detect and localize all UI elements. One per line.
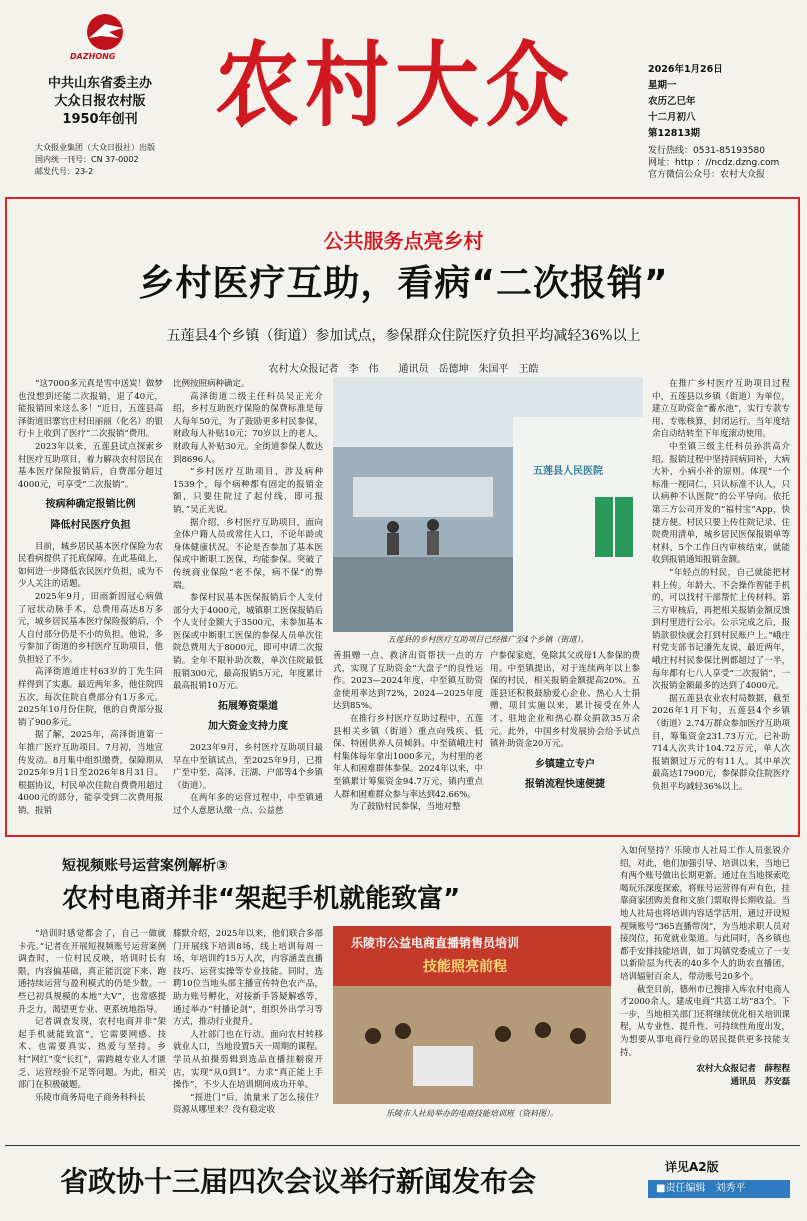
training-photo: [333, 926, 611, 1104]
contact-line: 官方微信公众号：农村大众报: [648, 170, 766, 180]
section-subheading: 乡镇建立专户: [535, 758, 595, 770]
article-byline: 通讯员 苏安磊: [730, 1076, 790, 1087]
see-page-link[interactable]: 详见A2版: [665, 1160, 719, 1174]
hospital-sign: 五莲县人民医院: [533, 466, 603, 477]
contact-info: [648, 145, 779, 181]
article-headline: 乡村医疗互助，看病“二次报销”: [138, 263, 669, 304]
publisher-line: 大众报业集团（大众日报社）出版: [35, 143, 155, 152]
article-kicker: 公共服务点亮乡村: [323, 229, 484, 253]
article-column: [18, 928, 166, 1104]
article-subhead: 五莲县4个乡镇（街道）参加试点，参保群众住院医疗负担平均减轻36%以上: [166, 328, 641, 344]
publisher-line: 邮发代号：23-2: [35, 167, 94, 176]
logo-text: DAZHONG: [70, 52, 116, 61]
paragraph: 2023年以来，五莲县试点探索乡村医疗互助项目，着力解决农村居民在基本医疗保险报销后，自费部分超过4000元，可享受“二次报销”。: [18, 441, 163, 490]
date-line: 2026年1月26日: [648, 64, 723, 75]
paragraph: 高泽街道二级主任科员吴正光介绍，乡村互助医疗保险的保费标准是每人每年50元，为了鼓励更多村民参保，财政每人补贴10元；70岁以上的老人，财政每人补贴30元。全街道参保人数达到8696人。: [173, 391, 323, 465]
bottom-headline: 省政协十三届四次会议举行新闻发布会: [60, 1165, 537, 1198]
paragraph: 高泽街道道庄村63岁的丁先生同样得到了实惠。最近两年多，他住院四五次，每次住院自费部分有1万多元。2025年10月份住院，他的自费部分报销了900多元。: [18, 667, 163, 728]
training-photo-scene: [333, 926, 611, 1104]
article-column: [333, 650, 483, 814]
paragraph: 截至目前，德州市已搜排入库农村电商人才2000余人，建成电商“共富工坊”83个。下一步，当地相关部门还将继续优化相关培训课程，从专业性、提升性、可持续性角度出发，为想要从事电商行业的居民提供更多技能支持。: [620, 984, 791, 1058]
contact-line: 发行热线：0531-85193580: [648, 146, 765, 156]
publisher-info: [35, 142, 155, 178]
article-byline: 农村大众报记者 李 伟 通讯员 岳德坤 朱国平 王皓: [268, 364, 539, 375]
photo-banner: 乐陵市公益电商直播销售员培训: [351, 936, 520, 950]
date-line: 星期一: [648, 80, 677, 91]
paragraph: 据介绍，乡村医疗互助项目，面向全体户籍人员或常住人口，不论年龄或身体健康状况。不论是否参加了基本医保或中断职工医保，均能参保。突破了传统商业保险“老不保，病不保”的弊端。: [173, 517, 323, 591]
article-column: [652, 378, 790, 794]
date-line: 农历乙巳年: [648, 96, 696, 107]
article-column: [620, 845, 790, 1088]
article-column: [173, 378, 323, 818]
section-subheading: 降低村民医疗负担: [50, 519, 131, 531]
photo-banner-slogan: 技能照亮前程: [423, 959, 507, 975]
article-kicker: 短视频账号运营案例解析③: [62, 858, 228, 874]
newspaper-logo: [75, 12, 135, 52]
photo-caption: 乐陵市人社局举办的电商技能培训班（资料图）。: [386, 1109, 558, 1118]
divider: [5, 1145, 800, 1146]
paragraph: 在推广乡村医疗互助项目过程中，五莲县以乡镇（街道）为单位，建立互助资金“蓄水池”，实行专款专用、专账核算，封闭运行。当年度结余自动结转至下年度滚动使用。: [652, 379, 790, 440]
paragraph: 记者调查发现，农村电商并非“架起手机就能致富”，它需要网感、技术、也需要真实、热爱与坚持。乡村“网红”变“长红”，需跨越专业人才匮乏、运营经验不足等问题。为此，相关部门在积极破题。: [18, 1017, 166, 1091]
section-subheading: 拓展筹资渠道: [218, 700, 278, 712]
paragraph: 2025年9月，田雨新因冠心病做了冠状动脉手术，总费用高达8万多元，城乡居民基本医疗保险报销后，个人自付部分仍是不小的负担。他说，多亏参加了街道的乡村医疗互助项目，他负担轻了不少。: [18, 591, 163, 665]
edition: 大众日报农村版: [54, 94, 146, 109]
paragraph: 据五莲县农业农村局数据，截至2026年1月下旬，五莲县4个乡镇（街道）2.74万群众参加医疗互助项目，筹集资金231.73万元，已补助714人次共计104.72万元，单人次报销额过万元的有11人。其中单次最高达17900元，参保群众住院医疗负担平均减轻36%以上。: [652, 693, 790, 792]
paragraph: “乡村医疗互助项目，涉及病种1539个，每个病种都有固定的报销金额，只要住院过了起付线，即可报销，”吴正光说。: [173, 467, 323, 515]
paragraph: 为了鼓励村民参保，当地对整: [350, 802, 461, 813]
date-line: 第12813期: [648, 128, 701, 139]
paragraph: “培训时感觉都会了，自己一做就卡壳。”记者在开展短视频账号运营案例调查时，一位村民反映，培训时长有限，内容偏基础，真正能沉淀下来、跑通持续运营与盈利模式的仍是少数。一些已初具规模的本地“大V”，也常感提升乏力，渴望更专业、更系统地指导。: [18, 929, 166, 1015]
paragraph: 户参保家庭，免除其父或母1人参保的费用。中至镇提出，对于连续两年以上参保的村民，相关报销金额提高20%。五莲县还积极鼓励爱心企业、热心人士捐赠，项目实施以来，累计接受在外人才、驻地企业和热心群众捐款35万余元。此外，中国乡村发展协会给予试点镇补助资金20万元。: [490, 651, 640, 750]
hospital-photo-scene: [333, 377, 643, 632]
section-subheading: 按病种确定报销比例: [45, 499, 136, 511]
hospital-photo: [333, 377, 643, 632]
paper-title: 农村大众: [215, 30, 576, 140]
paragraph: 2023年9月，乡村医疗互助项目最早在中至镇试点，至2025年9月，已推广至中至、高泽、汪湖、户部等4个乡镇（街道）。: [173, 743, 323, 791]
article-byline: 农村大众报记者 薛程程: [696, 1064, 790, 1075]
bird-logo-icon: [75, 12, 135, 52]
paragraph: 人社部门也在行动。面向农村转移就业人口，当地设置5天一周期的课程。学员从拍摄剪辑到选品直播挂橱窗开店，实现“从0到1”。力求“真正能上手操作”，不少人在培训期间成功开单。: [173, 1029, 323, 1091]
organizer: 中共山东省委主办: [47, 76, 152, 91]
article-headline: 农村电商并非“架起手机就能致富”: [62, 884, 461, 914]
date-line: 十二月初八: [648, 112, 696, 123]
paragraph: 参保村民基本医保报销后个人支付部分大于4000元，城镇职工医保报销后个人支付金额大于3500元，未参加基本医保或中断职工医保的参保人员单次住院总费用大于8000元，即可申请二次报销。全年不限补助次数，单次住院最低报销300元，最高报销5万元，年度累计最高报销10万元。: [173, 593, 323, 692]
section-subheading: 加大资金支持力度: [208, 721, 288, 733]
paragraph: 在两年多的运营过程中，中至镇通过个人意愿认缴一点、公益慈: [173, 793, 323, 816]
contact-line: 网址：http ：//ncdz.dzng.com: [648, 158, 780, 168]
paragraph: “摇进门”后，流量来了怎么接住？资源从哪里来？没有稳定收: [173, 1092, 323, 1116]
paragraph: “这7000多元真是雪中送炭！做梦也没想到还能二次报销，退了40元，能报销回来这么多！”近日，五莲县高泽街道旧寨官庄村田丽丽（化名）的银行卡上收到了医疗“二次报销”费用。: [18, 379, 163, 440]
article-column: [18, 378, 163, 818]
paragraph: “年轻点的村民，自己就能把材料上传。年龄大、不会操作智能手机的，可以找村干部帮忙上传材料。第三方审核后，再把相关报销金额反馈到村里进行公示。公示完成之后，报销款很快就会打到村民账户上。”峨庄村党支部书记潘先友说，最近两年，峨庄村村民参保比例都超过了一半，每年都有七八人享受“二次报销”，一次报销金额最多的达到了4000元。: [652, 567, 790, 692]
section-subheading: 报销流程快速便捷: [525, 779, 605, 791]
paragraph: 比例按照病种确定。: [173, 379, 250, 389]
founded-year: 1950年创刊: [62, 112, 138, 127]
paragraph: 滕默介绍，2025年以来，他们联合多部门开展线下培训8场，线上培训每周一场，年培训约15万人次，内容涵盖直播技巧、运营实操等专业技能。同时，选聘10位当地头部主播宣传特色农产品，助力账号孵化，对接新手答疑解惑等，通过举办“村播论剑”，组织外出学习等方式，推动行业提升。: [173, 929, 323, 1028]
paragraph: 入如何坚持？乐陵市人社局工作人员张锐介绍，对此，他们加强引导、培训以来，当地已有两个账号做出长期更新。通过在当地探索吃喝玩乐深度探索，将账号运营得有声有色，挂靠商家团购美食和文旅门票取得长期收益。当地人社局也将培训内容适学活用，通过开设短视频账号“365直播带岗”，为当地求职人员对接岗位，拓宽就业渠道。与此同时，各乡镇也都手安排技能培训，如丁坞镇党委成立了一支以新阶层为代表的40多个人的助农直播团，培训辐射百余人，带动账号20多个。: [620, 846, 791, 982]
date-box: [648, 62, 723, 142]
photo-caption: 五莲县的乡村医疗互助项目已经推广至4个乡镇（街道）。: [387, 635, 589, 644]
publisher-line: 国内统一刊号：CN 37-0002: [35, 155, 139, 164]
paragraph: 乐陵市商务局电子商务科科长: [35, 1092, 146, 1103]
article-column: [490, 650, 640, 800]
article-column: [173, 928, 323, 1117]
paragraph: 据了解，2025年，高泽街道第一年推广医疗互助项目。7月初，当地宣传发动。8月集中组织缴费，保障期从2025年9月1日至2026年8月31日。根据协议，村民单次住院自费费用超过4000元的部分，能享受到二次费用报销，报销: [18, 730, 163, 816]
paragraph: 善捐赠一点、救济出资帮扶一点的方式，实现了互助资金“大盘子”的良性运作。2023—2024年度，中至镇互助资金使用率达到72%，2024—2025年度达到85%。: [333, 651, 483, 712]
paragraph: 在推行乡村医疗互助过程中，五莲县相关乡镇（街道）重点向残疾、低保、特困供养人员倾斜。中至镇峨庄村村集体每年拿出1000多元，为村里的老年人和困难群体参保。2024年以来，中至镇累计筹集资金94.7万元，镇内重点人群和困难群众参与率达到42.66%。: [333, 713, 483, 800]
paragraph: 中至镇三级主任科员孙洪高介绍，报销过程中坚持同病同补，大病大补，小病小补的原则。体现“一个标准一视同仁，只认标准不认人，只认病种不认医院”的公平导向。依托第三方公司开发的“福村宝”App，快捷方便。村民只要上传住院记录、住院费用清单，城乡居民医保报销单等材料，5个工作日内审核结束，就能收到报销通知报销金额。: [652, 441, 790, 566]
editor-credit: ■责任编辑 刘秀平: [648, 1180, 790, 1198]
paragraph: 目前，城乡居民基本医疗保险为农民看病提供了托底保障。在此基础上，如何进一步降低农民医疗负担，成为不少人关注的话题。: [18, 541, 163, 590]
